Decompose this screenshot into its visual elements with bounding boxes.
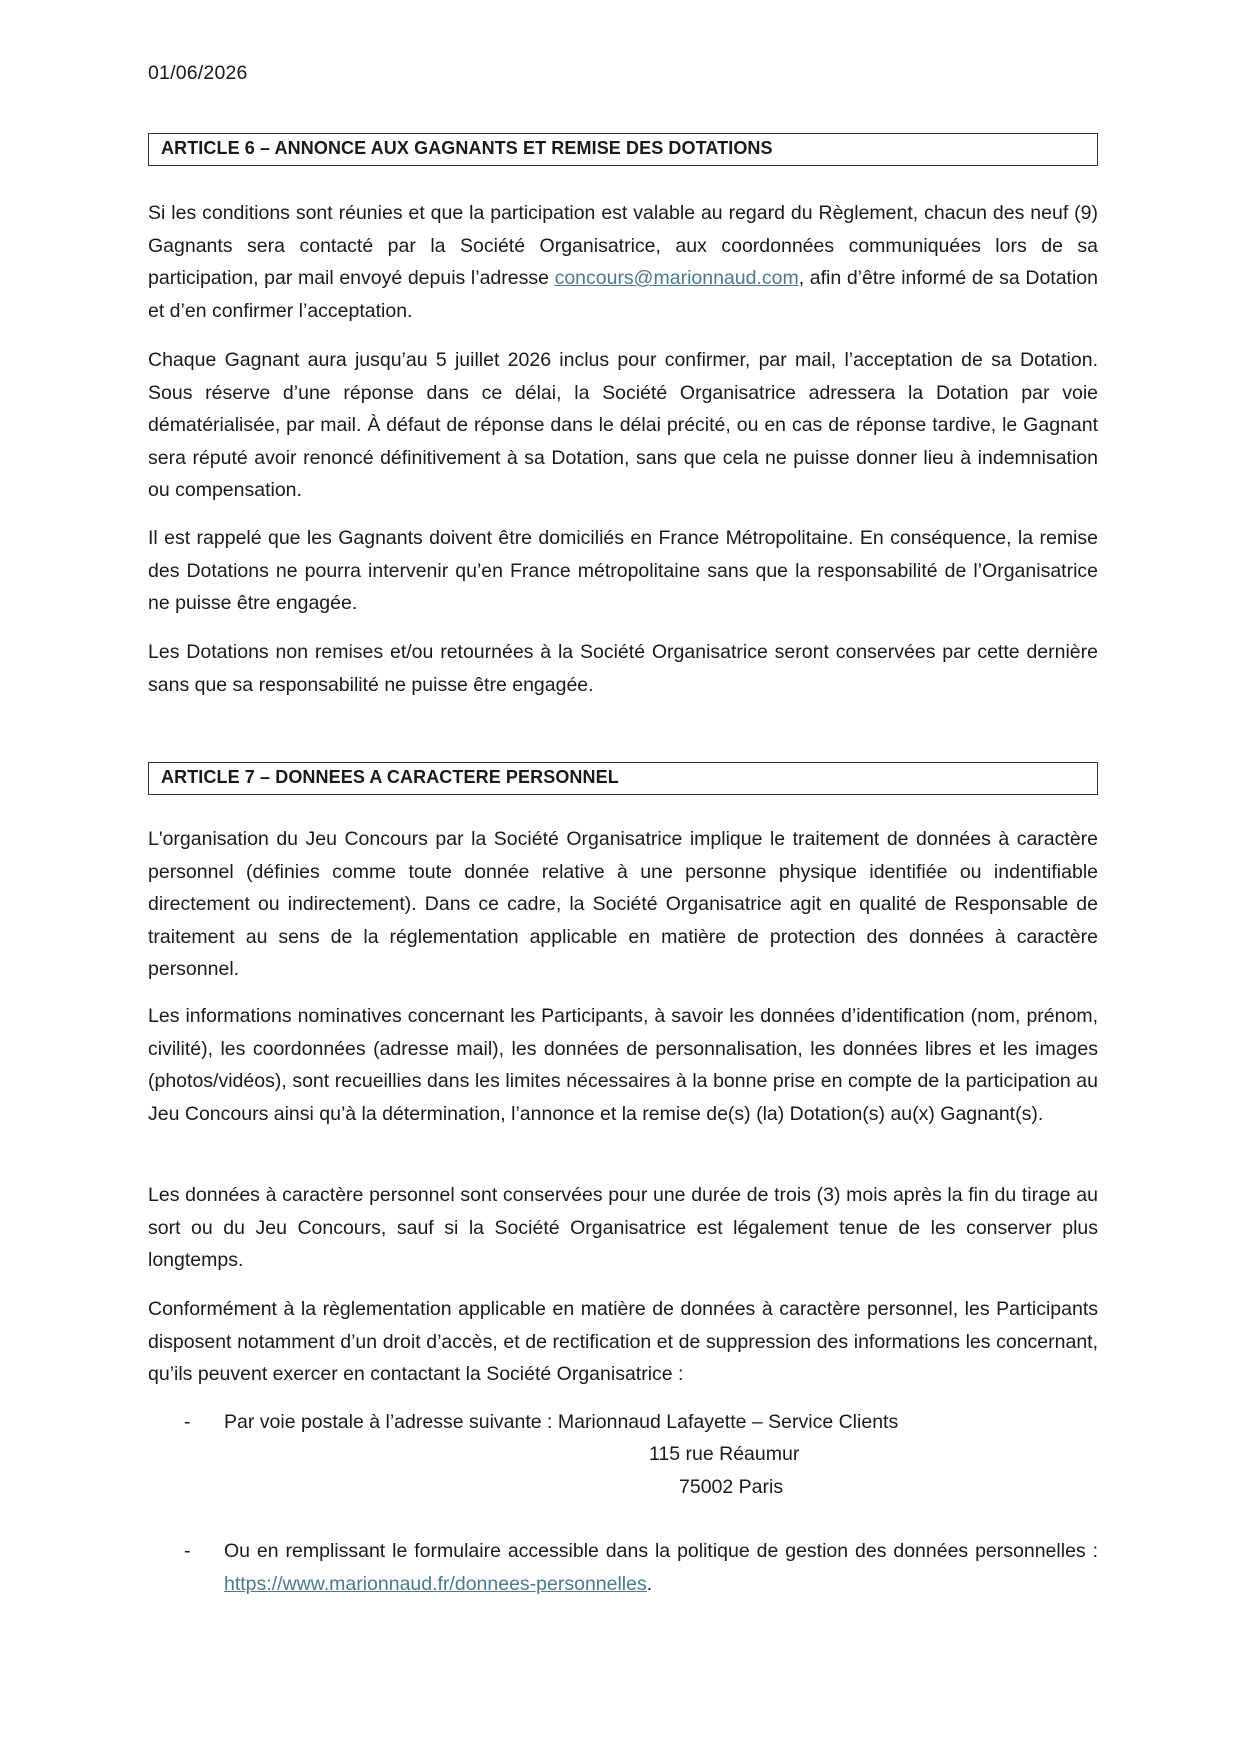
online-form-text-end: .: [646, 1572, 653, 1595]
article-6-paragraph-3: Il est rappelé que les Gagnants doivent être domiciliés en France Métropolitaine. En conséquence, la remise des Dotations ne pourra intervenir qu’en France métropolitaine sans que la responsabilité de l’Organisatrice ne puisse être engagée.: [148, 527, 1098, 615]
postal-address-line-1: Par voie postale à l’adresse suivante : Marionnaud Lafayette – Service Clients: [224, 1411, 899, 1433]
bullet-dash: -: [184, 1411, 191, 1433]
online-form-text: [224, 1535, 1098, 1600]
online-form-bullet: [148, 1535, 1098, 1601]
personal-data-policy-link[interactable]: https://www.marionnaud.fr/donnees-personnelles: [224, 1572, 647, 1595]
postal-address-line-2: 115 rue Réaumur: [649, 1443, 800, 1465]
article-6-p1-text-end: , afin d’être informé de sa Dotation et d’en confirmer l’acceptation.: [148, 267, 1098, 322]
article-7-paragraph-4: Conformément à la règlementation applicable en matière de données à caractère personnel, les Participants disposent notamment d’un droit d’accès, et de rectification et de suppression des informations les concernant, qu’ils peuvent exercer en contactant la Société Organisatrice :: [148, 1298, 1098, 1386]
document-date: 01/06/2026: [148, 62, 248, 84]
online-form-text-start: Ou en remplissant le formulaire accessible dans la politique de gestion des données personnelles :: [224, 1540, 1098, 1562]
article-6-p1-text-start: Si les conditions sont réunies et que la participation est valable au regard du Règlement, chacun des neuf (9) Gagnants sera contacté par la Société Organisatrice, aux coordonnées communiquées lors de sa participation, par mail envoyé depuis l’adresse: [148, 202, 1098, 290]
article-6-paragraph-1: [148, 197, 1098, 327]
article-6-paragraph-2: Chaque Gagnant aura jusqu’au 5 juillet 2026 inclus pour confirmer, par mail, l’acceptation de sa Dotation. Sous réserve d’une réponse dans ce délai, la Société Organisatrice adressera la Dotation par voie dématérialisée, par mail. À défaut de réponse dans le délai précité, ou en cas de réponse tardive, le Gagnant sera réputé avoir renoncé définitivement à sa Dotation, sans que cela ne puisse donner lieu à indemnisation ou compensation.: [148, 349, 1098, 502]
postal-address-bullet: [148, 1406, 1098, 1439]
contest-email-link[interactable]: concours@marionnaud.com: [554, 267, 799, 290]
article-7-paragraph-2: Les informations nominatives concernant les Participants, à savoir les données d’identification (nom, prénom, civilité), les coordonnées (adresse mail), les données de personnalisation, les données libres et les images (photos/vidéos), sont recueillies dans les limites nécessaires à la bonne prise en compte de la participation au Jeu Concours ainsi qu’à la détermination, l’annonce et la remise de(s) (la) Dotation(s) au(x) Gagnant(s).: [148, 1005, 1098, 1125]
article-6-paragraph-4: Les Dotations non remises et/ou retournées à la Société Organisatrice seront conservées par cette dernière sans que sa responsabilité ne puisse être engagée.: [148, 641, 1098, 696]
article-7-title: ARTICLE 7 – DONNEES A CARACTERE PERSONNEL: [161, 767, 619, 787]
article-7-paragraph-1: L'organisation du Jeu Concours par la Société Organisatrice implique le traitement de données à caractère personnel (définies comme toute donnée relative à une personne physique identifiée ou indentifiable directement ou indirectement). Dans ce cadre, la Société Organisatrice agit en qualité de Responsable de traitement au sens de la réglementation applicable en matière de protection des données à caractère personnel.: [148, 828, 1098, 981]
article-6-title: ARTICLE 6 – ANNONCE AUX GAGNANTS ET REMISE DES DOTATIONS: [161, 138, 773, 158]
article-7-paragraph-3: Les données à caractère personnel sont conservées pour une durée de trois (3) mois après la fin du tirage au sort ou du Jeu Concours, sauf si la Société Organisatrice est légalement tenue de les conserver plus longtemps.: [148, 1184, 1098, 1272]
bullet-dash: -: [184, 1540, 191, 1562]
article-6-heading: [148, 133, 1098, 166]
article-7-heading: [148, 762, 1098, 795]
postal-address-line-3: 75002 Paris: [679, 1476, 784, 1498]
